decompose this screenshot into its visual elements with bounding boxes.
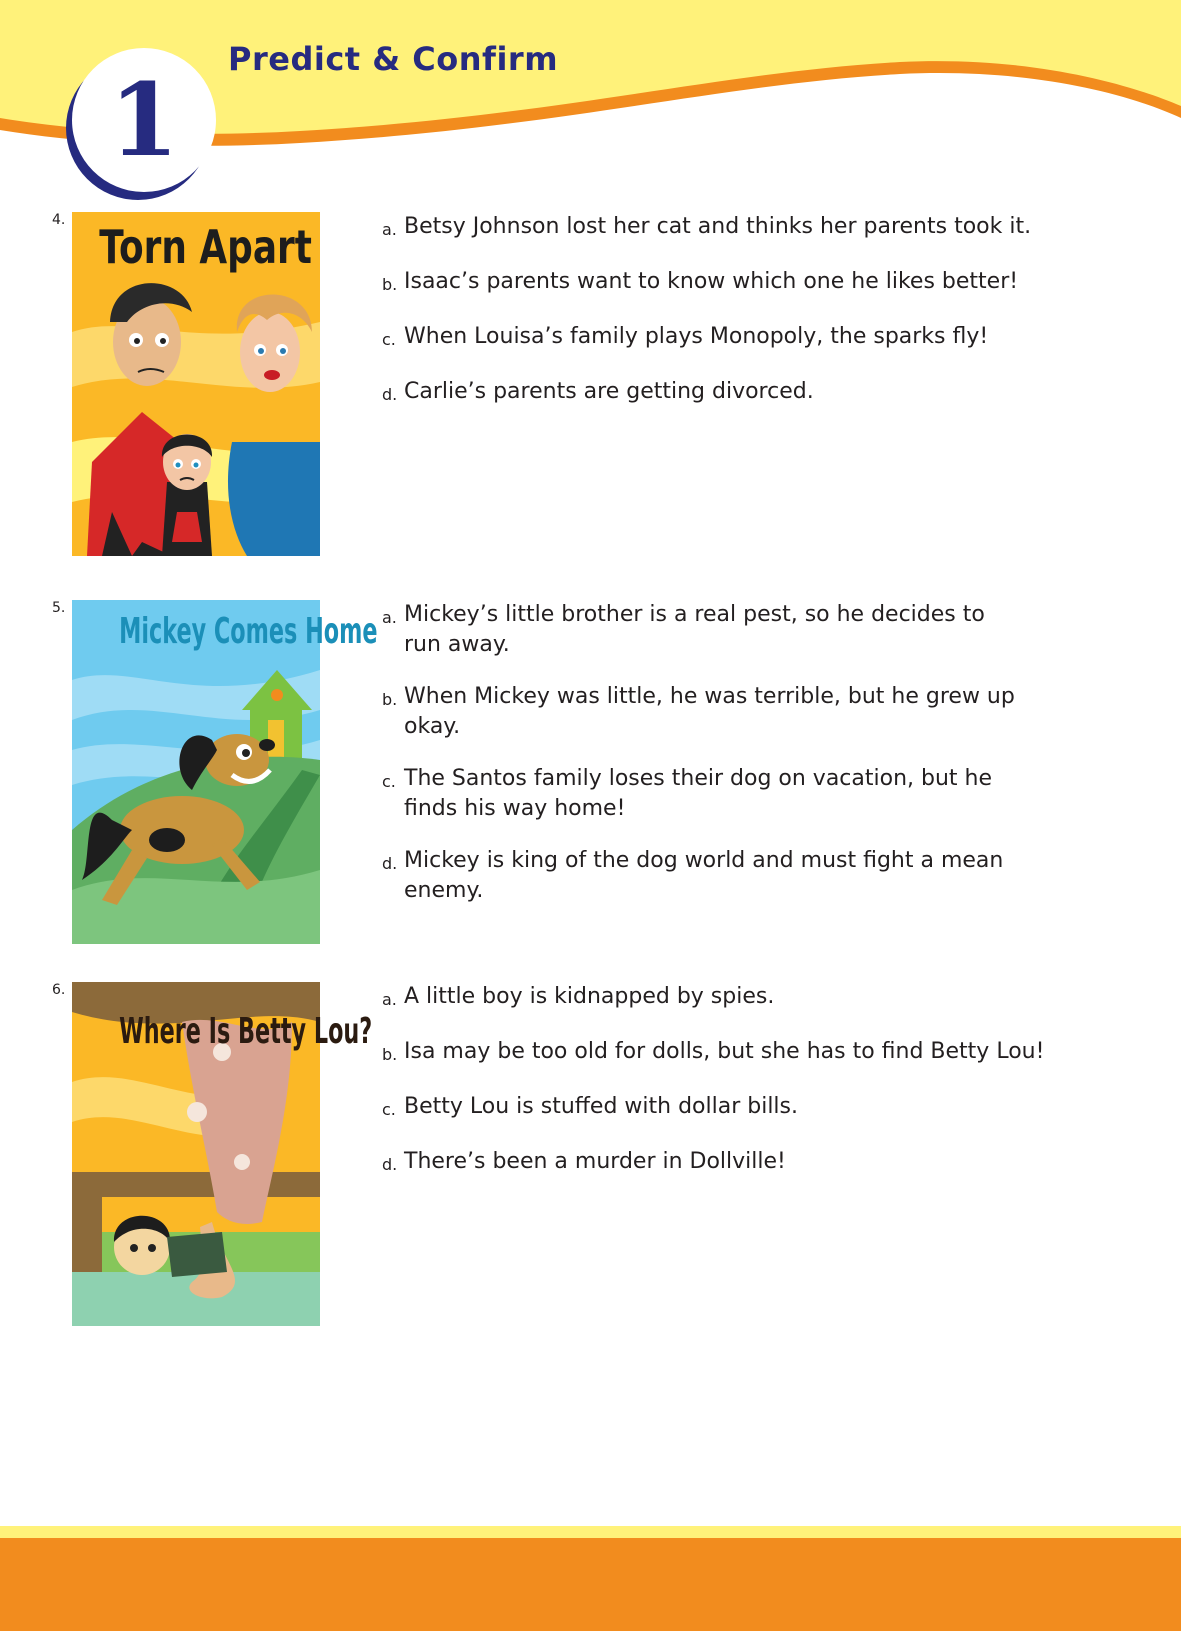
book-cover-torn-apart [72,212,320,556]
cover-title: Torn Apart [99,220,312,274]
option-text: Betty Lou is stuffed with dollar bills. [404,1094,799,1119]
option-d[interactable] [382,1147,1102,1180]
option-text: Mickey is king of the dog world and must fight a mean enemy. [404,848,1004,903]
option-letter: d. [382,854,398,873]
page-title: Predict & Confirm [228,40,559,78]
option-text: Isa may be too old for dolls, but she has to find Betty Lou! [404,1039,1045,1064]
option-letter: b. [382,275,398,294]
book-cover-where-is-betty-lou [72,982,373,1326]
option-b[interactable] [382,1037,1102,1070]
option-b[interactable] [382,267,1102,300]
option-d[interactable] [382,377,1102,410]
option-letter: a. [382,220,397,239]
option-text: Mickey’s little brother is a real pest, so he decides to run away. [404,602,985,657]
option-letter: b. [382,1045,398,1064]
option-text: When Mickey was little, he was terrible, but he grew up okay. [404,684,1015,739]
answer-options [382,982,1102,1202]
option-letter: b. [382,690,398,709]
option-c[interactable] [382,1092,1102,1125]
option-a[interactable] [382,600,1102,660]
option-letter: d. [382,385,398,404]
book-cover-mickey-comes-home [72,600,378,944]
option-c[interactable] [382,764,1102,824]
option-letter: c. [382,330,396,349]
option-letter: a. [382,608,397,627]
option-text: Isaac’s parents want to know which one he likes better! [404,269,1019,294]
option-text: When Louisa’s family plays Monopoly, the sparks fly! [404,324,989,349]
footer-strip [0,1526,1181,1538]
section-badge [72,48,216,192]
option-text: Betsy Johnson lost her cat and thinks her parents took it. [404,214,1032,239]
option-a[interactable] [382,982,1102,1015]
question-number: 4. [52,212,66,228]
option-letter: c. [382,1100,396,1119]
question-number: 5. [52,600,66,616]
option-text: A little boy is kidnapped by spies. [404,984,775,1009]
answer-options [382,600,1102,928]
cover-title: Where Is Betty Lou? [119,1011,373,1052]
cover-title: Mickey Comes Home [119,611,378,652]
option-text: There’s been a murder in Dollville! [404,1149,786,1174]
question-number: 6. [52,982,66,998]
footer-band [0,1538,1181,1631]
option-d[interactable] [382,846,1102,906]
option-b[interactable] [382,682,1102,742]
option-c[interactable] [382,322,1102,355]
option-a[interactable] [382,212,1102,245]
option-letter: a. [382,990,397,1009]
option-letter: c. [382,772,396,791]
option-letter: d. [382,1155,398,1174]
option-text: The Santos family loses their dog on vacation, but he finds his way home! [404,766,993,821]
section-number: 1 [109,61,179,179]
answer-options [382,212,1102,432]
option-text: Carlie’s parents are getting divorced. [404,379,814,404]
